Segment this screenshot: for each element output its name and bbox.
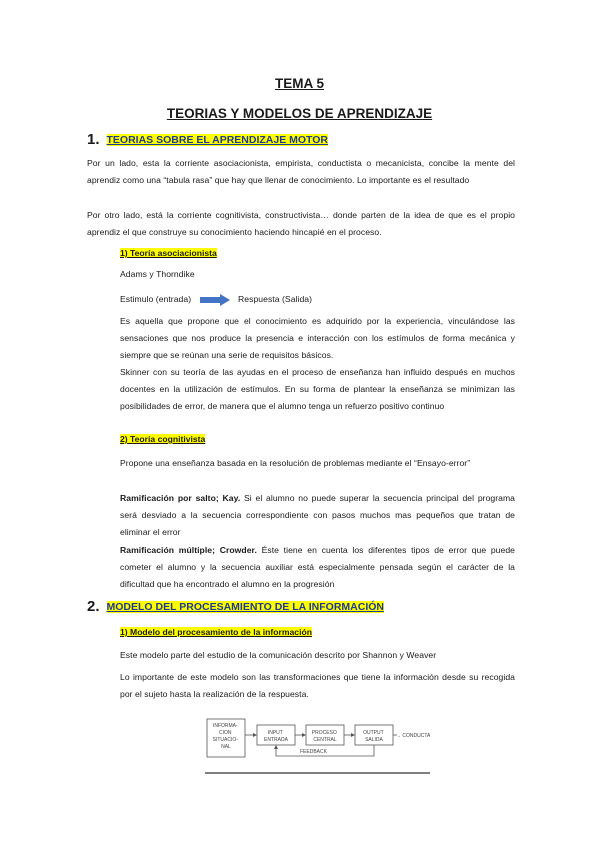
diagram-box-information-text: INFORMA- CION SITUACIO- NAL [212,723,238,750]
subsection-title: 1) Modelo del procesamiento de la información [120,627,312,637]
information-processing-diagram [205,715,435,780]
section-number: 2. [87,598,100,615]
authors-line: Adams y Thorndike [120,269,195,279]
right-arrow-icon [200,294,230,306]
bold-term: Ramificación múltiple; Crowder. [120,545,257,555]
diagram-feedback-label: FEEDBACK [300,749,327,755]
section-title: MODELO DEL PROCESAMIENTO DE LA INFORMACIÓN [106,600,384,613]
paragraph: Skinner con su teoría de las ayudas en el proceso de enseñanza han influido después en muchos docentes en la utilización de estímulos. En su forma de plantear la enseñanza se minimizan las posibilidades de error, de manera que el alumno tenga un refuerzo positivo continuo [120,367,515,411]
diagram-box-input-text: INPUT ENTRADA [264,730,288,743]
subsection-title: 1) Teoría asociacionista [120,248,217,258]
paragraph [120,542,515,593]
paragraph [120,490,515,541]
paragraph: Lo importante de este modelo son las transformaciones que tiene la información desde su recogida por el sujeto hasta la realización de la respuesta. [120,672,515,699]
page-title: TEORIAS Y MODELOS DE APRENDIZAJE [166,106,433,121]
section-number: 1. [87,131,100,148]
subsection-title: 2) Teoría cognitivista [120,434,206,444]
paragraph: Este modelo parte del estudio de la comunicación descrito por Shannon y Weaver [120,650,437,660]
diagram-box-process-text: PROCESO CENTRAL [311,730,337,743]
response-label: Respuesta (Salida) [238,294,313,304]
paragraph: Es aquella que propone que el conocimiento es adquirido por la experiencia, vinculándose las sensaciones que nos produce la presencia e interacción con los estímulos de forma mecánica y siempre que se reúnan una serie de requisitos básicos. [120,316,515,360]
bold-term: Ramificación por salto; Kay. [120,493,241,503]
stimulus-response-line [120,291,515,308]
stimulus-label: Estimulo (entrada) [120,294,192,304]
section-1-heading [87,131,328,148]
diagram-output-label: → CONDUCTA [396,733,431,739]
paragraph: Propone una enseñanza basada en la resolución de problemas mediante el “Ensayo-error” [120,458,471,468]
section-2-heading [87,598,384,615]
paragraph: Por otro lado, está la corriente cognitivista, constructivista… donde parten de la idea de que es el propio aprendiz el que construye su conocimiento haciendo hincapié en el proceso. [87,210,515,237]
paragraph-text: Si el alumno no puede superar la secuencia principal del programa será desviado a la secuencia correspondiente con pasos muchos mas pequeños que tratan de eliminar el error [120,493,516,537]
section-title: TEORIAS SOBRE EL APRENDIZAJE MOTOR [106,133,329,146]
diagram-box-output-text: OUTPUT SALIDA [363,730,384,743]
paragraph-text: Éste tiene en cuenta los diferentes tipos de error que puede cometer el alumno y la secuencia auxiliar está especialmente pensada según el carácter de la dificultad que ha encontrado el alumno en la progresión [120,545,516,589]
paragraph: Por un lado, esta la corriente asociacionista, empirista, conductista o mecanicista, concibe la mente del aprendiz como una “tabula rasa” que hay que llenar de conocimiento. Lo importante es el resultado [87,158,515,185]
tema-number: TEMA 5 [274,76,324,91]
